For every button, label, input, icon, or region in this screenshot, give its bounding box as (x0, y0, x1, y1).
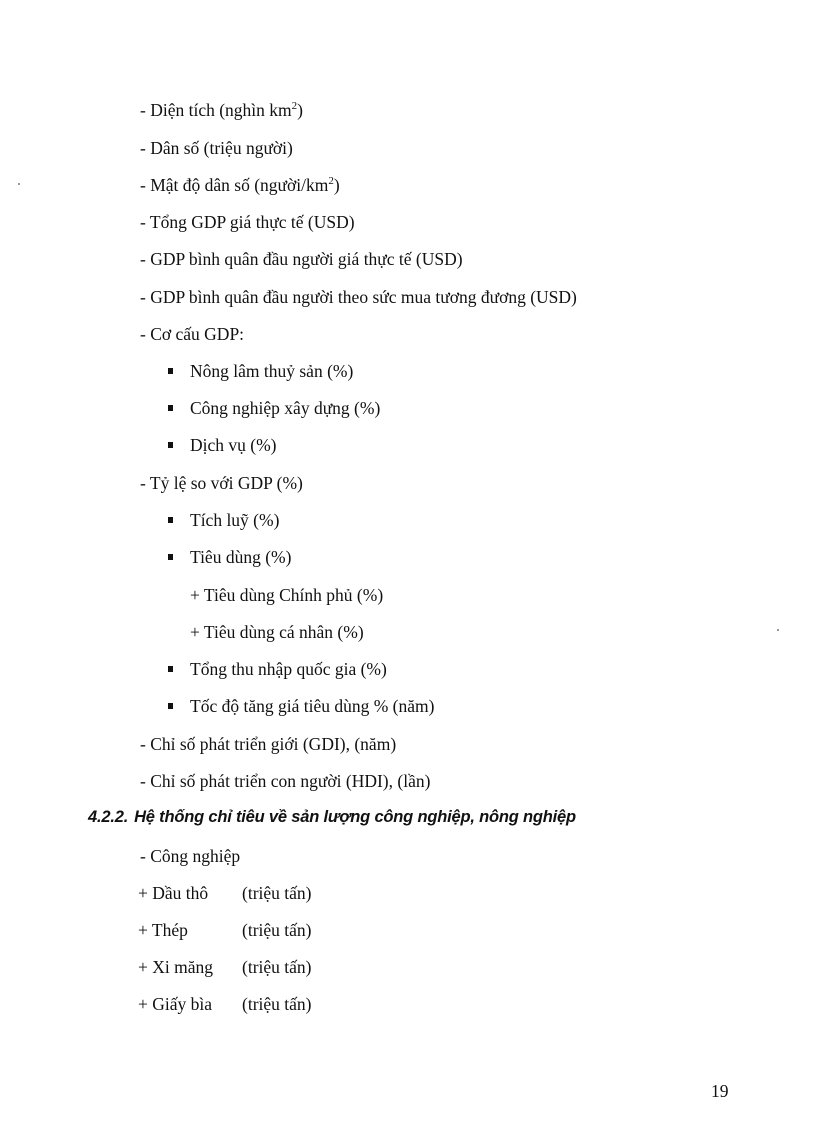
industry-item-unit: (triệu tấn) (242, 994, 312, 1014)
section-number: 4.2.2. (88, 808, 129, 826)
industry-header: - Công nghiệp (140, 846, 241, 866)
scan-speck (777, 629, 779, 631)
indicator-hdi: - Chỉ số phát triển con người (HDI), (lần) (140, 771, 431, 791)
section-heading (88, 806, 576, 828)
indicator-total-gdp: - Tổng GDP giá thực tế (USD) (140, 212, 355, 232)
industry-item-unit: (triệu tấn) (242, 957, 312, 977)
bullet-consumption: Tiêu dùng (%) (190, 547, 292, 567)
indicator-gdp-structure: - Cơ cấu GDP: (140, 324, 245, 344)
bullet-gross-national-income: Tổng thu nhập quốc gia (%) (190, 659, 387, 679)
bullet-agriculture: Nông lâm thuỷ sản (%) (190, 361, 354, 381)
indicator-population: - Dân số (triệu người) (140, 138, 293, 158)
industry-item-name: + Thép (138, 920, 188, 940)
bullet-cpi-growth: Tốc độ tăng giá tiêu dùng % (năm) (190, 696, 435, 716)
indicator-gdp-ppp: - GDP bình quân đầu người theo sức mua tương đương (USD) (140, 287, 577, 307)
scan-speck (18, 183, 20, 185)
indicator-gdi: - Chỉ số phát triển giới (GDI), (năm) (140, 734, 397, 754)
industry-item-name: + Xi măng (138, 957, 213, 977)
bullet-marker (168, 703, 173, 709)
bullet-marker (168, 442, 173, 448)
indicator-density: - Mật độ dân số $(người/km^2)$ (140, 175, 340, 195)
indicator-gdp-per-capita: - GDP bình quân đầu người giá thực tế (USD) (140, 249, 463, 269)
bullet-marker (168, 517, 173, 523)
industry-item-unit: (triệu tấn) (242, 920, 312, 940)
industry-item-unit: (triệu tấn) (242, 883, 312, 903)
indicator-ratio-gdp: - Tỷ lệ so với GDP (%) (140, 473, 303, 493)
bullet-marker (168, 554, 173, 560)
bullet-marker (168, 368, 173, 374)
bullet-marker (168, 666, 173, 672)
bullet-accumulation: Tích luỹ (%) (190, 510, 280, 530)
bullet-services: Dịch vụ (%) (190, 435, 277, 455)
bullet-marker (168, 405, 173, 411)
bullet-industry-construction: Công nghiệp xây dựng (%) (190, 398, 381, 418)
section-title: Hệ thống chỉ tiêu về sản lượng công nghiệp, nông nghiệp (134, 808, 576, 826)
sub-personal-consumption: + Tiêu dùng cá nhân (%) (190, 622, 364, 642)
indicator-area: - Diện tích (nghìn $km^2$) (140, 100, 303, 120)
sub-government-consumption: + Tiêu dùng Chính phủ (%) (190, 585, 384, 605)
industry-item-name: + Giấy bìa (138, 994, 213, 1014)
page-number: 19 (711, 1081, 729, 1101)
industry-item-name: + Dầu thô (138, 883, 209, 903)
